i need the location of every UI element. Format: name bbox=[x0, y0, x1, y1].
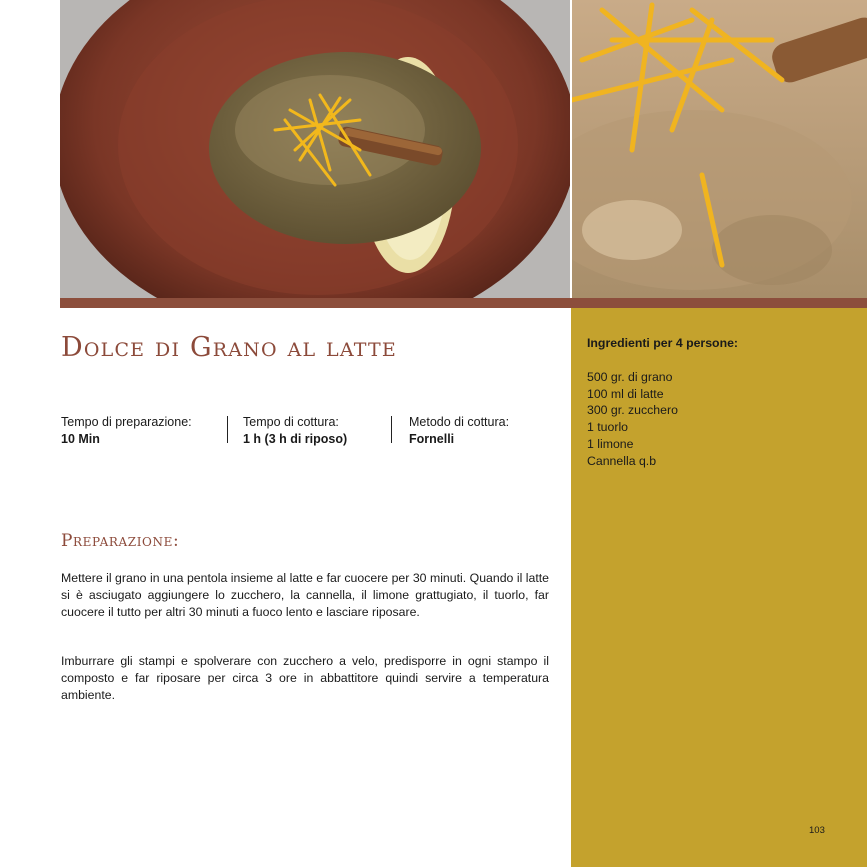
recipe-title: Dolce di Grano al latte bbox=[61, 332, 397, 363]
cook-time-label: Tempo di cottura: bbox=[243, 415, 339, 429]
cook-method-label: Metodo di cottura: bbox=[409, 415, 510, 429]
divider-band bbox=[60, 298, 867, 308]
cook-time bbox=[243, 414, 347, 448]
prep-time bbox=[61, 414, 192, 448]
preparation-heading: Preparazione: bbox=[61, 531, 180, 551]
ingredient-item: 1 limone bbox=[587, 436, 634, 451]
dish-overview-photo bbox=[60, 0, 570, 298]
ingredient-item: 500 gr. di grano bbox=[587, 370, 673, 384]
cook-method bbox=[409, 414, 509, 448]
cook-method-value: Fornelli bbox=[409, 432, 455, 446]
ingredient-item: 1 tuorlo bbox=[587, 420, 629, 435]
prep-time-value: 10 Min bbox=[61, 432, 100, 446]
cook-time-value: 1 h (3 h di riposo) bbox=[243, 432, 348, 446]
ingredient-item: 300 gr. zucchero bbox=[587, 403, 678, 418]
page-number: 103 bbox=[809, 825, 825, 836]
meta-separator bbox=[227, 416, 228, 443]
dish-closeup-photo bbox=[572, 0, 867, 298]
ingredient-item: Cannella q.b bbox=[587, 453, 657, 468]
preparation-paragraph: Imburrare gli stampi e spolverare con zucchero a velo, predisporre in ogni stampo il composto e far riposare per circa 3 ore in abbattitore quindi servire a temperatura ambiente. bbox=[61, 654, 549, 702]
ingredients-title: Ingredienti per 4 persone: bbox=[587, 336, 739, 350]
meta-separator bbox=[391, 416, 392, 443]
preparation-paragraph: Mettere il grano in una pentola insieme al latte e far cuocere per 30 minuti. Quando il latte si è asciugato aggiungere lo zucchero, la cannella, il limone grattugiato, il tuorlo, far cuocere il tutto per altri 30 minuti a fuoco lento e lasciare riposare. bbox=[61, 571, 549, 619]
prep-time-label: Tempo di preparazione: bbox=[61, 415, 192, 429]
ingredient-item: 100 ml di latte bbox=[587, 386, 664, 401]
ingredients-list bbox=[587, 369, 678, 469]
